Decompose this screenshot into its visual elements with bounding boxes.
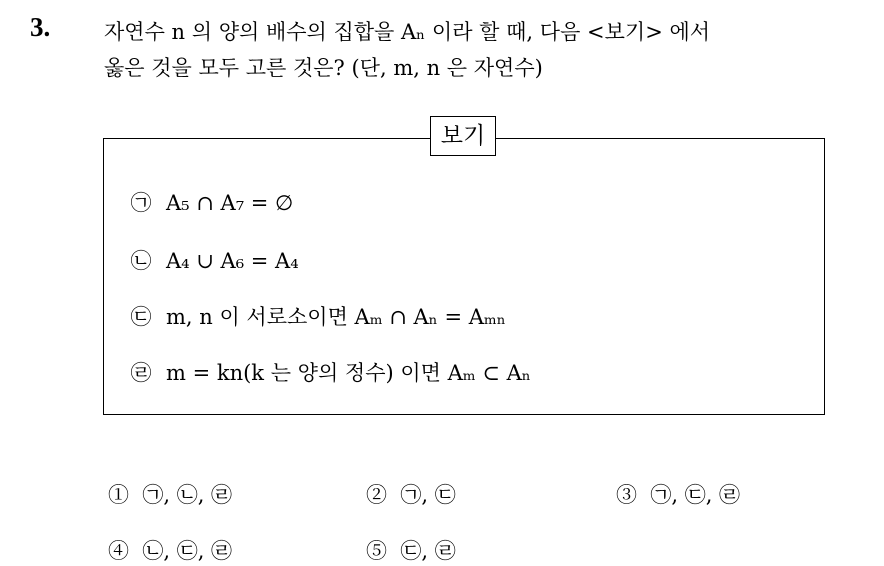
question-number: 3. — [30, 12, 51, 42]
choice-text: ㉢, ㉣ — [400, 539, 456, 563]
choice-number: ⑤ — [366, 539, 387, 563]
question-stem — [104, 14, 864, 86]
bogi-marker: ㉣ — [130, 361, 152, 385]
question-line-2: 옳은 것을 모두 고른 것은? (단, m, n 은 자연수) — [104, 56, 543, 80]
choice-text: ㉡, ㉢, ㉣ — [142, 539, 233, 563]
choice-text: ㉠, ㉡, ㉣ — [142, 483, 233, 507]
question-line-1: 자연수 n 의 양의 배수의 집합을 Aₙ 이라 할 때, 다음 <보기> 에서 — [104, 20, 711, 44]
bogi-item-text: A₄ ∪ A₆ = A₄ — [166, 249, 299, 273]
choice-2[interactable] — [366, 480, 456, 510]
bogi-item-3 — [130, 302, 506, 332]
choice-number: ② — [366, 483, 387, 507]
bogi-item-text: m, n 이 서로소이면 Aₘ ∩ Aₙ = Aₘₙ — [166, 305, 506, 329]
bogi-item-1 — [130, 188, 293, 218]
choice-3[interactable] — [616, 480, 740, 510]
bogi-item-text: A₅ ∩ A₇ = ∅ — [166, 191, 294, 215]
bogi-item-4 — [130, 358, 531, 388]
choice-number: ① — [108, 483, 129, 507]
choice-text: ㉠, ㉢, ㉣ — [650, 483, 741, 507]
bogi-item-2 — [130, 246, 299, 276]
choice-number: ④ — [108, 539, 129, 563]
choice-number: ③ — [616, 483, 637, 507]
bogi-item-text: m = kn(k 는 양의 정수) 이면 Aₘ ⊂ Aₙ — [166, 361, 531, 385]
bogi-marker: ㉡ — [130, 249, 152, 273]
bogi-marker: ㉢ — [130, 305, 152, 329]
choice-5[interactable] — [366, 536, 456, 566]
choice-4[interactable] — [108, 536, 232, 566]
choice-text: ㉠, ㉢ — [400, 483, 456, 507]
bogi-marker: ㉠ — [130, 191, 152, 215]
choice-1[interactable] — [108, 480, 232, 510]
bogi-title: 보기 — [430, 116, 496, 156]
